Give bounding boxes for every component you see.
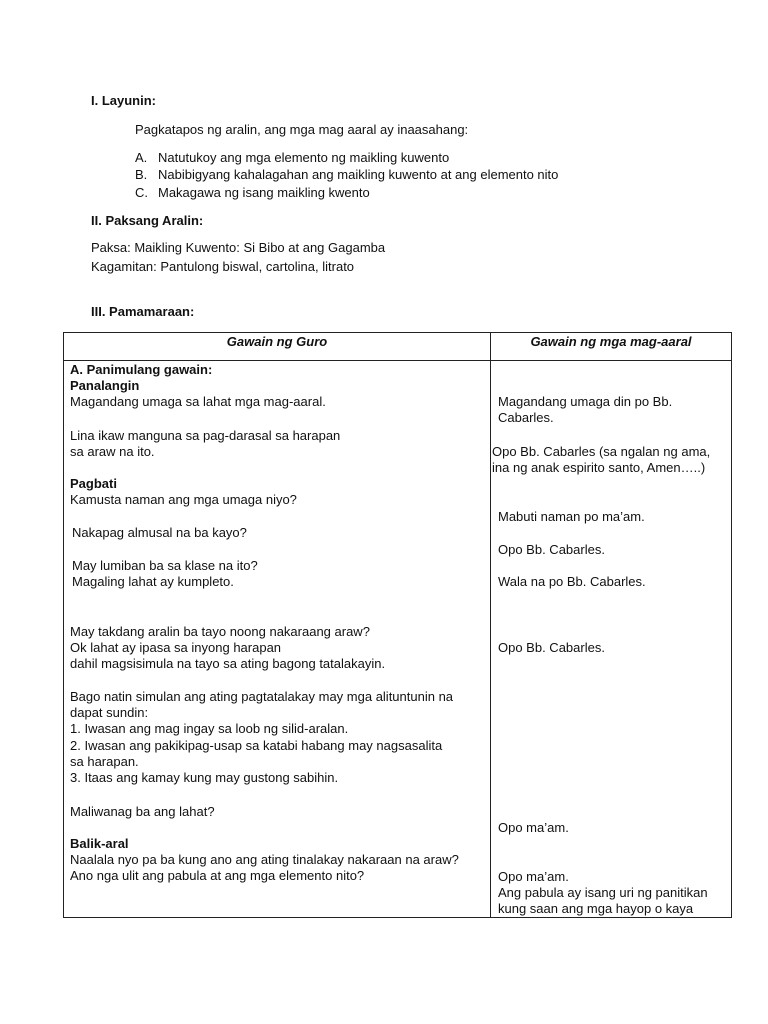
guro-line: Ok lahat ay ipasa sa inyong harapan [70, 640, 282, 655]
subsection-heading: A. Panimulang gawain: [70, 362, 213, 377]
mag-aaral-line: Opo Bb. Cabarles (sa ngalan ng ama, [492, 444, 711, 459]
mag-aaral-line: Ang pabula ay isang uri ng panitikan [498, 885, 708, 900]
subsection-heading: Balik-aral [70, 836, 129, 851]
guro-line: Nakapag almusal na ba kayo? [72, 525, 247, 540]
mag-aaral-line: Magandang umaga din po Bb. [498, 394, 673, 409]
list-item: Makagawa ng isang maikling kwento [158, 185, 370, 200]
mag-aaral-line: Cabarles. [498, 410, 554, 425]
guro-line: 2. Iwasan ang pakikipag-usap sa katabi habang may nagsasalita [70, 738, 443, 753]
guro-line: Magaling lahat ay kumpleto. [72, 574, 234, 589]
mag-aaral-line: ina ng anak espirito santo, Amen…..) [492, 460, 706, 475]
mag-aaral-line: Opo Bb. Cabarles. [498, 640, 605, 655]
list-marker: B. [135, 167, 148, 182]
column-header-guro: Gawain ng Guro [226, 334, 328, 349]
mag-aaral-line: kung saan ang mga hayop o kaya [498, 901, 694, 916]
guro-line: 3. Itaas ang kamay kung may gustong sabihin. [70, 770, 339, 785]
paksa-text: Paksa: Maikling Kuwento: Si Bibo at ang Gagamba [91, 240, 386, 255]
section-heading-pamamaraan: III. Pamamaraan: [91, 304, 195, 319]
subsection-heading: Pagbati [70, 476, 117, 491]
layunin-intro: Pagkatapos ng aralin, ang mga mag aaral ay inaasahang: [135, 122, 469, 137]
kagamitan-text: Kagamitan: Pantulong biswal, cartolina, litrato [91, 259, 355, 274]
mag-aaral-line: Opo ma’am. [498, 820, 569, 835]
section-heading-paksang-aralin: II. Paksang Aralin: [91, 213, 204, 228]
guro-line: Magandang umaga sa lahat mga mag-aaral. [70, 394, 326, 409]
guro-line: Naalala nyo pa ba kung ano ang ating tinalakay nakaraan na araw? [70, 852, 459, 867]
guro-line: sa araw na ito. [70, 444, 155, 459]
list-item: Nabibigyang kahalagahan ang maikling kuwento at ang elemento nito [158, 167, 559, 182]
guro-line: sa harapan. [70, 754, 139, 769]
mag-aaral-line: Opo ma’am. [498, 869, 569, 884]
list-marker: A. [135, 150, 148, 165]
guro-line: May takdang aralin ba tayo noong nakaraang araw? [70, 624, 370, 639]
guro-line: Ano nga ulit ang pabula at ang mga elemento nito? [70, 868, 365, 883]
guro-line: Kamusta naman ang mga umaga niyo? [70, 492, 297, 507]
list-item: Natutukoy ang mga elemento ng maikling kuwento [158, 150, 450, 165]
mag-aaral-line: Wala na po Bb. Cabarles. [498, 574, 646, 589]
column-header-mag-aaral: Gawain ng mga mag-aaral [530, 334, 692, 349]
mag-aaral-line: Opo Bb. Cabarles. [498, 542, 605, 557]
list-marker: C. [135, 185, 148, 200]
guro-line: dapat sundin: [70, 705, 149, 720]
guro-line: Bago natin simulan ang ating pagtatalakay may mga alituntunin na [70, 689, 454, 704]
section-heading-layunin: I. Layunin: [91, 93, 156, 108]
column-divider [490, 333, 491, 917]
lesson-table [63, 332, 732, 918]
guro-line: dahil magsisimula na tayo sa ating bagong tatalakayin. [70, 656, 386, 671]
guro-line: 1. Iwasan ang mag ingay sa loob ng silid-aralan. [70, 721, 349, 736]
subsection-heading: Panalangin [70, 378, 140, 393]
guro-line: May lumiban ba sa klase na ito? [72, 558, 258, 573]
mag-aaral-line: Mabuti naman po ma’am. [498, 509, 645, 524]
guro-line: Lina ikaw manguna sa pag-darasal sa harapan [70, 428, 341, 443]
guro-line: Maliwanag ba ang lahat? [70, 804, 215, 819]
